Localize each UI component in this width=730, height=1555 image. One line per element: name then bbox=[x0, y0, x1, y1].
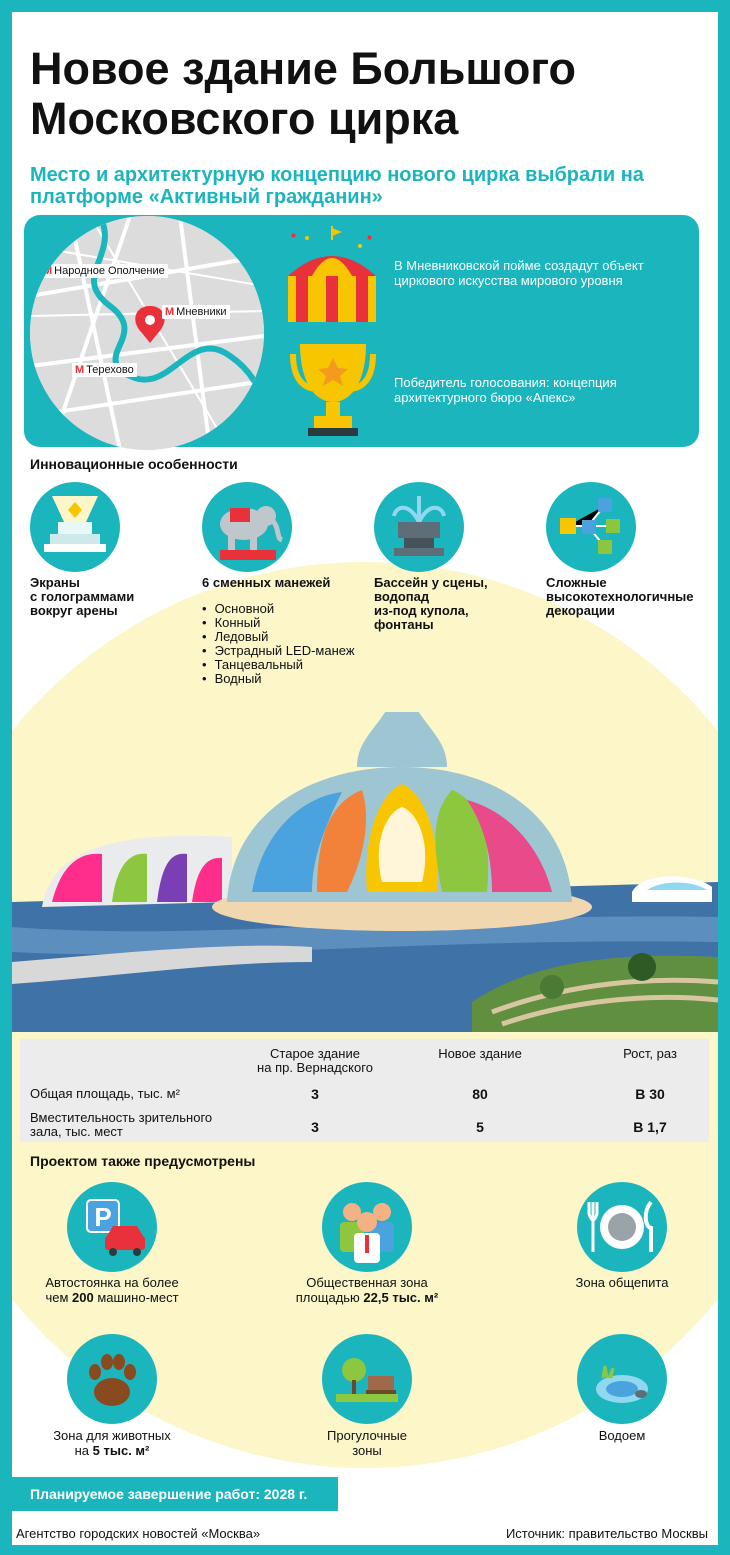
list-item: • Ледовый bbox=[202, 630, 355, 644]
feature-label: Бассейн у сцены, водопад из-под купола, фонтаны bbox=[374, 575, 488, 632]
walk-zone-label: Прогулочные зоны bbox=[327, 1428, 407, 1458]
hologram-icon bbox=[30, 482, 120, 572]
station-label: М Мневники bbox=[162, 305, 230, 319]
table-header: Рост, раз bbox=[623, 1046, 677, 1061]
trophy-icon bbox=[288, 344, 378, 436]
infographic bbox=[12, 12, 718, 1545]
also-heading: Проектом также предусмотрены bbox=[30, 1153, 256, 1169]
table-row-label: Вместительность зрительного зала, тыс. мест bbox=[30, 1110, 213, 1139]
circus-tent-icon bbox=[282, 226, 382, 326]
comparison-table bbox=[20, 1039, 709, 1142]
completion-banner: Планируемое завершение работ: 2028 г. bbox=[12, 1477, 338, 1511]
tent-info-text: В Мневниковской пойме создадут объект циркового искусства мирового уровня bbox=[394, 258, 644, 288]
svg-text:P: P bbox=[94, 1202, 112, 1232]
table-row-label: Общая площадь, тыс. м² bbox=[30, 1086, 180, 1101]
arena-list bbox=[202, 602, 355, 686]
source-credit: Источник: правительство Москвы bbox=[505, 1526, 708, 1541]
list-item: • Основной bbox=[202, 602, 355, 616]
fountain-icon bbox=[374, 482, 464, 572]
paw-icon bbox=[67, 1334, 157, 1424]
parking-label: Автостоянка на более чем 200 машино-мест bbox=[45, 1275, 179, 1305]
public-zone-label: Общественная зона площадью 22,5 тыс. м² bbox=[295, 1275, 439, 1305]
parking-icon bbox=[67, 1182, 157, 1272]
feature-label: 6 сменных манежей bbox=[202, 575, 331, 590]
trophy-info-text: Победитель голосования: концепция архитектурного бюро «Апекс» bbox=[394, 375, 617, 405]
dining-label: Зона общепита bbox=[575, 1275, 669, 1290]
table-cell: 3 bbox=[311, 1086, 319, 1102]
circus-building-illustration bbox=[12, 712, 718, 1032]
elephant-icon bbox=[202, 482, 292, 572]
table-cell: 3 bbox=[311, 1119, 319, 1135]
list-item: • Танцевальный bbox=[202, 658, 355, 672]
feature-label: Экраны с голограммами вокруг арены bbox=[30, 575, 135, 618]
table-cell: 80 bbox=[472, 1086, 488, 1102]
table-cell: В 1,7 bbox=[633, 1119, 667, 1135]
animals-zone-label: Зона для животных на 5 тыс. м² bbox=[53, 1428, 171, 1458]
table-header: Старое здание на пр. Вернадского bbox=[257, 1046, 373, 1075]
park-icon bbox=[322, 1334, 412, 1424]
station-label: М Народное Ополчение bbox=[40, 264, 168, 278]
list-item: • Конный bbox=[202, 616, 355, 630]
station-label: М Терехово bbox=[72, 363, 137, 377]
dining-icon bbox=[577, 1182, 667, 1272]
agency-credit: Агентство городских новостей «Москва» bbox=[16, 1526, 261, 1541]
map-roads bbox=[30, 216, 264, 450]
features-heading: Инновационные особенности bbox=[30, 456, 238, 472]
people-icon bbox=[322, 1182, 412, 1272]
decor-icon bbox=[546, 482, 636, 572]
table-cell: 5 bbox=[476, 1119, 484, 1135]
page-subtitle: Место и архитектурную концепцию нового цирка выбрали на платформе «Активный гражданин» bbox=[30, 164, 644, 208]
feature-label: Сложные высокотехнологичные декорации bbox=[546, 575, 694, 618]
pond-label: Водоем bbox=[598, 1428, 646, 1443]
page-title: Новое здание Большого Московского цирка bbox=[30, 43, 576, 144]
pond-icon bbox=[577, 1334, 667, 1424]
table-cell: В 30 bbox=[635, 1086, 665, 1102]
location-map bbox=[30, 216, 264, 450]
table-header: Новое здание bbox=[438, 1046, 522, 1061]
list-item: • Эстрадный LED-манеж bbox=[202, 644, 355, 658]
list-item: • Водный bbox=[202, 672, 355, 686]
